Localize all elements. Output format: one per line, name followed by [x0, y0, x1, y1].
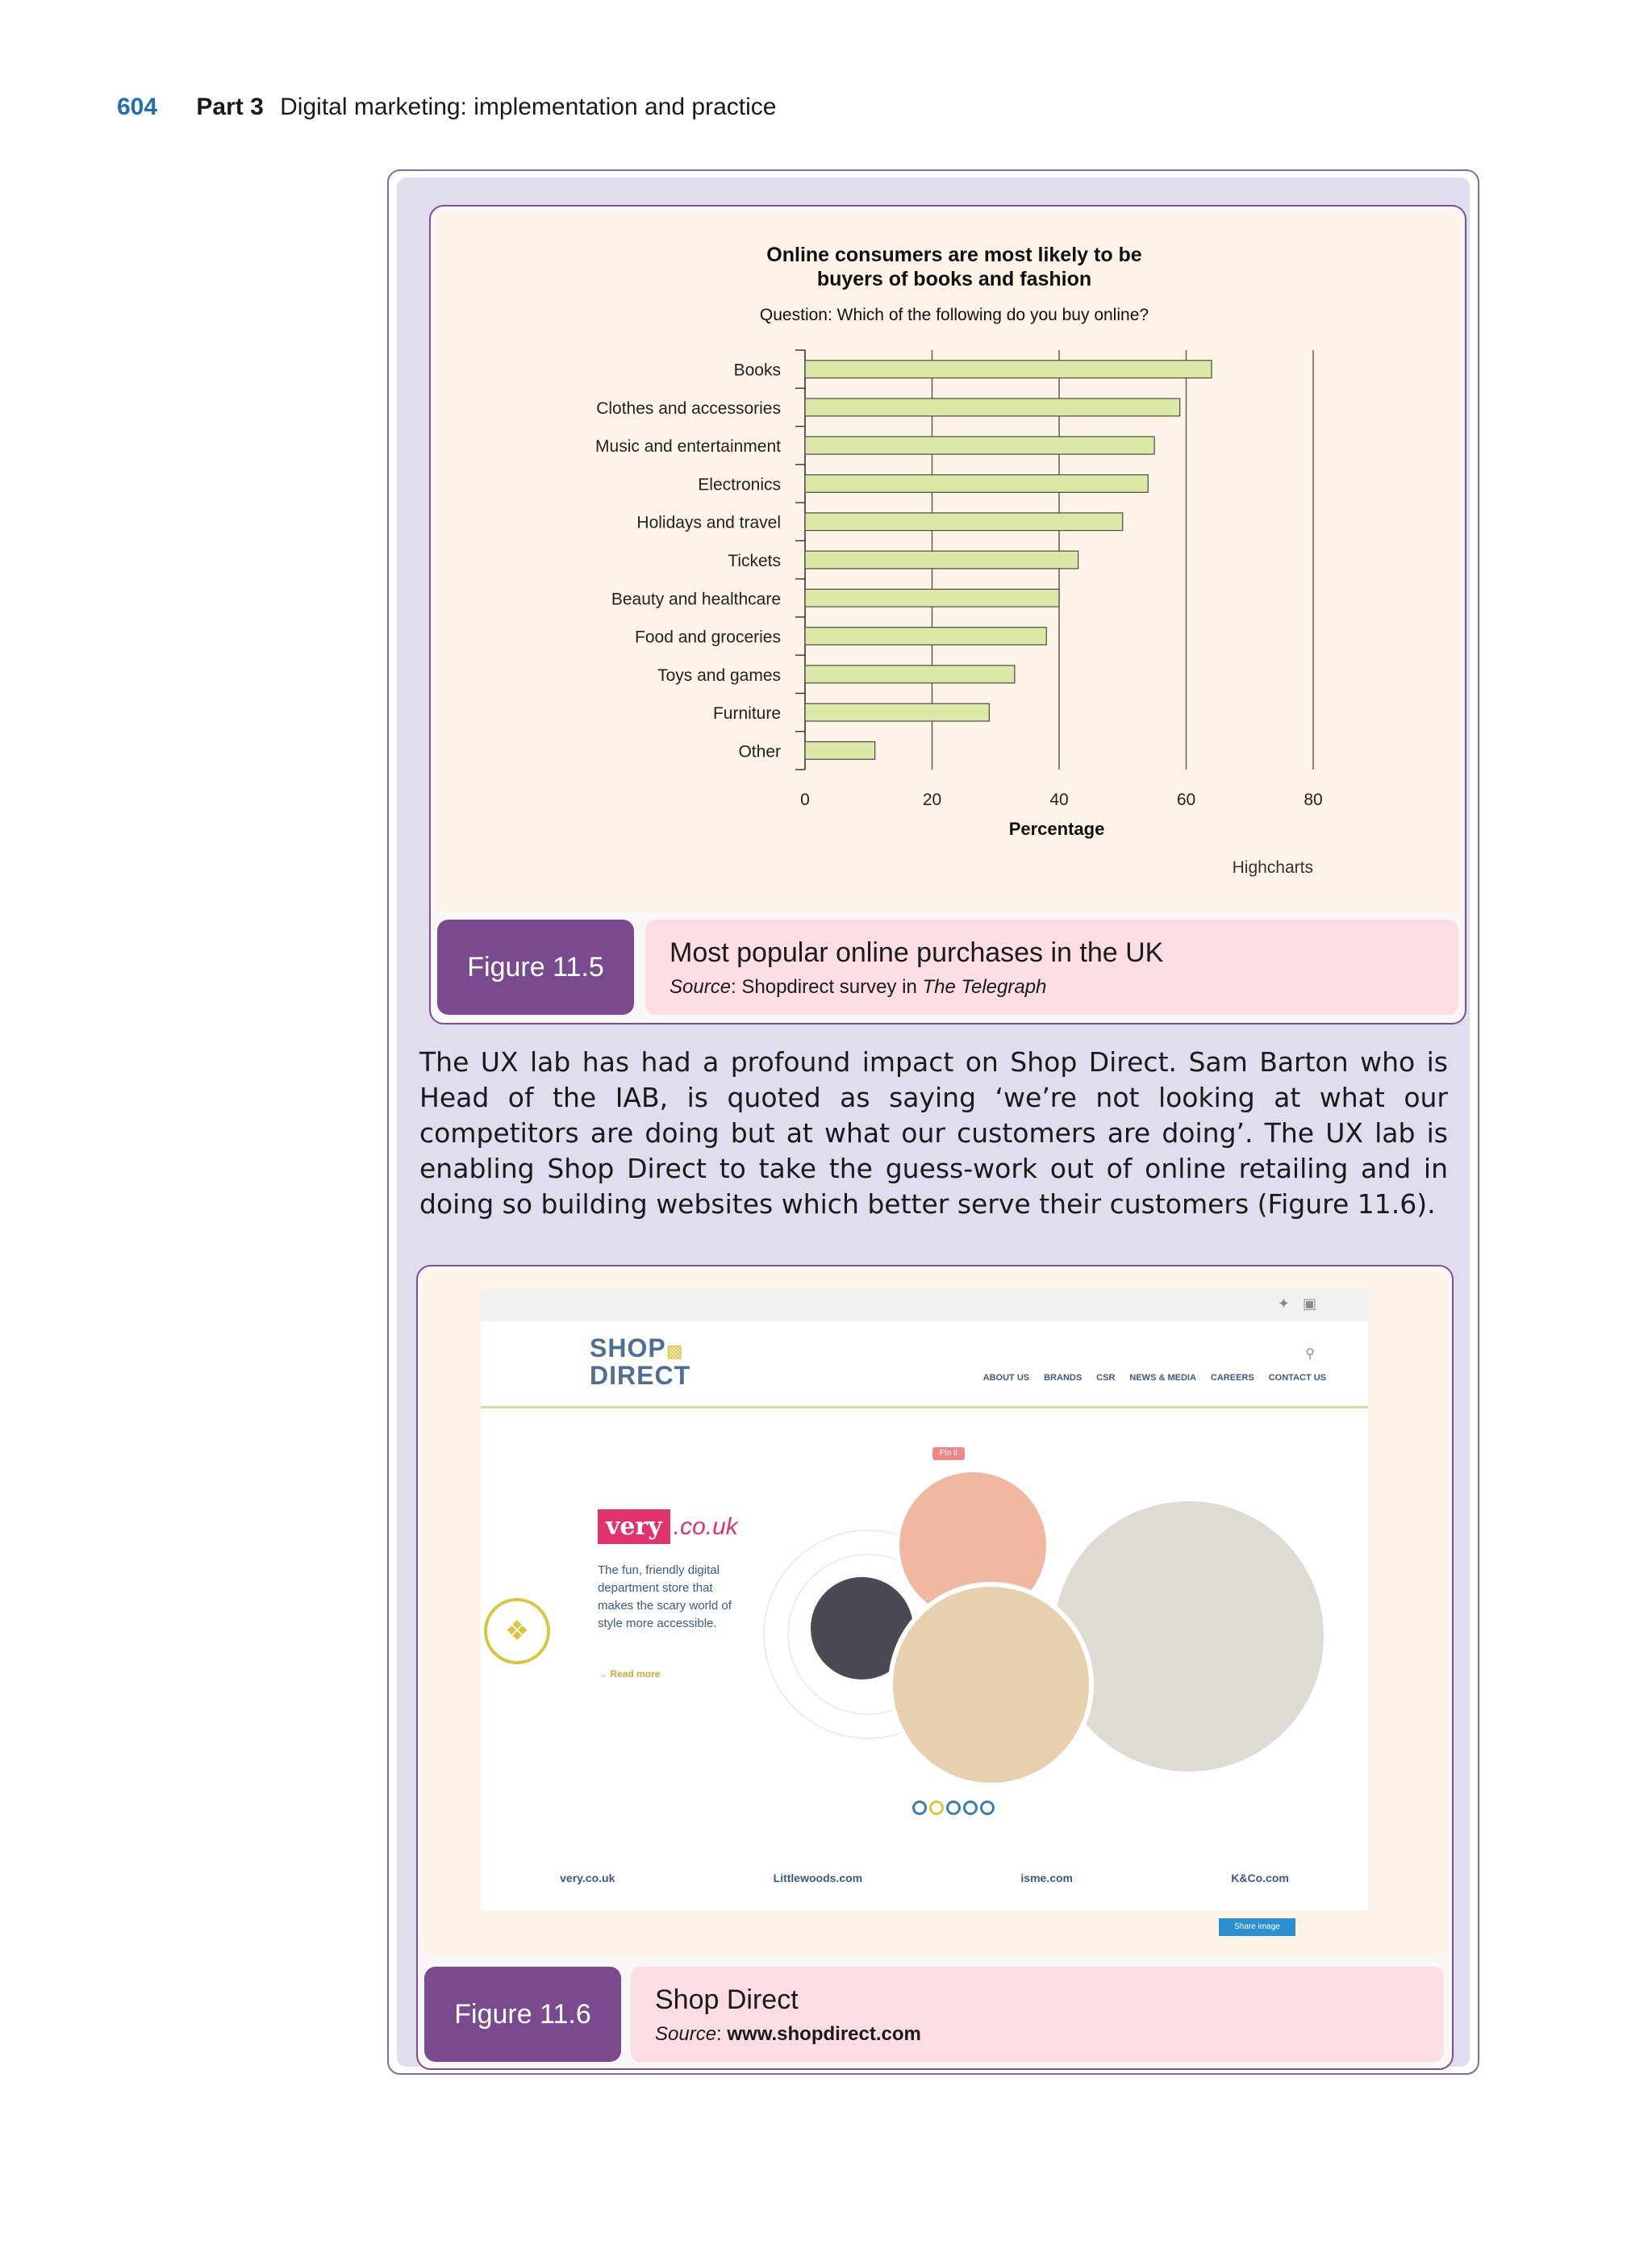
figure-11-6-caption [631, 1967, 1444, 2062]
brand-isme[interactable]: isme.com [1020, 1872, 1073, 1884]
chart-area [436, 211, 1460, 912]
nav-news-media[interactable]: NEWS & MEDIA [1129, 1373, 1196, 1383]
carousel-dots [912, 1801, 995, 1815]
bar-furniture [805, 703, 989, 721]
nav-brands[interactable]: BRANDS [1044, 1373, 1083, 1383]
x-axis-label: Percentage [1008, 819, 1105, 839]
x-tick-label: 40 [1049, 791, 1069, 809]
bar-books [805, 361, 1212, 378]
shop-direct-screenshot [481, 1289, 1368, 1931]
category-label: Tickets [728, 552, 781, 570]
hero-tagline: The fun, friendly digital department store that makes the scary world of style more accessible. [598, 1563, 732, 1630]
screenshot-header [481, 1321, 1368, 1408]
source-text: : Shopdirect survey in [731, 976, 923, 998]
photo-circle-model [1049, 1497, 1328, 1776]
bar-tickets [805, 551, 1078, 569]
photo-circle-main [888, 1582, 1094, 1788]
twitter-icon[interactable]: ✦ [1277, 1296, 1290, 1312]
brand-kandco[interactable]: K&Co.com [1231, 1872, 1289, 1884]
carousel-dot[interactable] [946, 1801, 961, 1815]
x-tick-label: 60 [1176, 791, 1196, 809]
figure-11-5-caption [645, 920, 1458, 1015]
figure-11-6-label: Figure 11.6 [424, 1967, 621, 2062]
source-url: www.shopdirect.com [727, 2023, 921, 2045]
source-prefix: Source [655, 2023, 717, 2045]
x-tick-label: 80 [1304, 791, 1323, 809]
brand-littlewoods[interactable]: Littlewoods.com [773, 1872, 863, 1884]
category-label: Beauty and healthcare [611, 590, 781, 609]
chart-title-line2: buyers of books and fashion [816, 268, 1092, 290]
x-tick-label: 20 [922, 791, 942, 809]
nav-csr[interactable]: CSR [1096, 1373, 1116, 1383]
nav-about-us[interactable]: ABOUT US [982, 1373, 1030, 1383]
pin-it-button[interactable]: Pin it [932, 1447, 965, 1460]
category-label: Music and entertainment [595, 437, 781, 457]
share-icon[interactable]: ❖ [484, 1598, 550, 1664]
figure-11-5-source [670, 976, 1046, 999]
chart-subtitle: Question: Which of the following do you buy online? [759, 306, 1149, 324]
part-title: Digital marketing: implementation and practice [280, 94, 777, 120]
category-label: Holidays and travel [636, 513, 781, 532]
bar-music-and-entertainment [805, 436, 1154, 454]
figure-11-6-title: Shop Direct [655, 1984, 799, 2015]
logo-dots-icon: ▩ [665, 1341, 684, 1361]
category-label: Food and groceries [635, 628, 781, 647]
category-label: Clothes and accessories [596, 399, 781, 418]
part-label: Part 3 [196, 94, 264, 120]
very-logo[interactable]: very .co.uk [598, 1509, 738, 1544]
carousel-dot-active[interactable] [929, 1801, 944, 1815]
bar-clothes-and-accessories [805, 399, 1180, 416]
running-head [117, 94, 776, 121]
nav-contact-us[interactable]: CONTACT US [1268, 1373, 1326, 1383]
chart-credit: Highcharts [1232, 858, 1313, 877]
bar-other [805, 741, 875, 759]
category-label: Books [733, 361, 781, 380]
bar-beauty-and-healthcare [805, 589, 1059, 607]
screenshot-top-bar [481, 1289, 1368, 1321]
carousel-dot[interactable] [963, 1801, 978, 1815]
figure-11-5-label: Figure 11.5 [437, 920, 634, 1015]
figure-11-5-title: Most popular online purchases in the UK [670, 937, 1164, 968]
read-more-link[interactable]: → Read more [598, 1668, 661, 1680]
page-number: 604 [117, 94, 158, 120]
share-image-button[interactable]: Share image [1219, 1918, 1295, 1936]
carousel-dot[interactable] [980, 1801, 995, 1815]
source-publication: The Telegraph [922, 976, 1047, 998]
x-tick-label: 0 [800, 791, 810, 809]
bar-electronics [805, 475, 1148, 493]
chart-title-line1: Online consumers are most likely to be [766, 244, 1142, 266]
category-label: Other [738, 742, 781, 762]
bar-chart [436, 211, 1460, 912]
site-nav [983, 1373, 1326, 1383]
search-icon[interactable]: ⚲ [1305, 1347, 1315, 1361]
bar-holidays-and-travel [805, 513, 1123, 531]
category-label: Electronics [698, 475, 781, 494]
bar-toys-and-games [805, 666, 1015, 683]
carousel-dot[interactable] [912, 1801, 927, 1815]
body-paragraph: The UX lab has had a profound impact on Shop Direct. Sam Barton who is Head of the IAB, is quoted as saying ‘we’re not looking at what our competitors are doing but at what our customers are doing’. The UX lab is enabling Shop Direct to take the guess-work out of online retailing and in doing so building websites which better serve their customers (Figure 11.6). [419, 1046, 1448, 1220]
category-label: Furniture [712, 704, 781, 724]
social-icons [1278, 1296, 1316, 1312]
figure-11-6-source: Source: www.shopdirect.com [655, 2023, 921, 2045]
brand-footer [481, 1846, 1368, 1910]
source-prefix: Source [670, 976, 732, 998]
linkedin-icon[interactable]: ▣ [1302, 1296, 1316, 1312]
shop-direct-logo[interactable]: SHOP▩ DIRECT [590, 1333, 691, 1390]
bar-food-and-groceries [805, 628, 1046, 645]
nav-careers[interactable]: CAREERS [1210, 1373, 1254, 1383]
brand-very[interactable]: very.co.uk [560, 1872, 615, 1884]
category-label: Toys and games [657, 666, 781, 685]
